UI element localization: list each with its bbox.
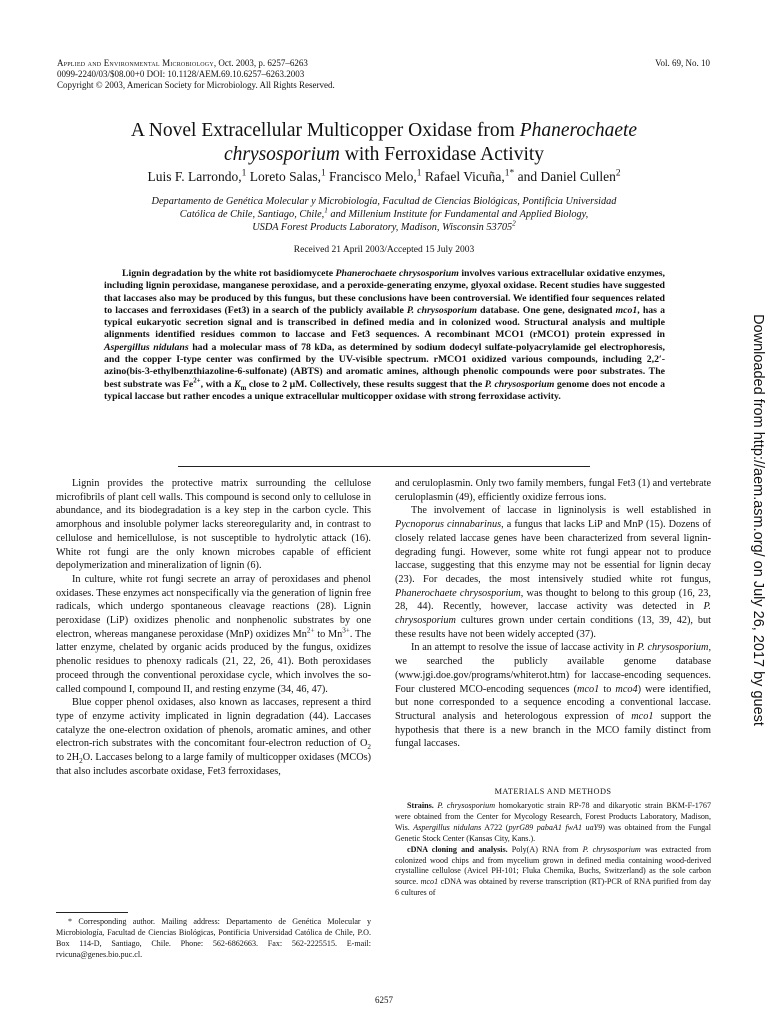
author: Loreto Salas, xyxy=(246,169,321,184)
affiliations: Departamento de Genética Molecular y Microbiología, Facultad de Ciencias Biológicas, Pontificia Universidad Católica de Chile, Santiago, Chile,$^1$ and Millenium Institute for Fundamental and Applied Biology, USDA Forest Products Laboratory, Madison, Wisconsin 53705$^2$ xyxy=(151,196,617,233)
received-dates: Received 21 April 2003/Accepted 15 July 2003 xyxy=(293,245,475,255)
paragraph: Blue copper phenol oxidases, also known as laccases, represent a third type of enzyme activity implicated in lignin degradation (44). Laccases catalyze the one-electron oxidation of phenols, aromatic amines, and other electron-rich substrates with the concomitant four-electron reduction of $O_2$ to $2H_2O$. Laccases belong to a large family of multicopper oxidases (MCOs) that also includes ascorbate oxidase, Fet3 ferroxidases, xyxy=(56,697,372,777)
author: and Daniel Cullen xyxy=(514,169,616,184)
abstract-divider xyxy=(178,466,590,467)
methods-text xyxy=(395,801,711,899)
author: Rafael Vicuña, xyxy=(421,169,505,184)
volume-number: Vol. 69, No. 10 xyxy=(655,58,710,68)
footnote-rule xyxy=(56,912,128,913)
author: Francisco Melo, xyxy=(325,169,417,184)
page-number: 6257 xyxy=(375,995,393,1005)
author: Luis F. Larrondo, xyxy=(147,169,242,184)
running-header xyxy=(57,58,577,91)
body-right-column xyxy=(395,477,711,751)
corresponding-author-footnote: * Corresponding author. Mailing address: Departamento de Genética Molecular y Microbiología, Facultad de Ciencias Biológicas, Pontificia Universidad Católica de Chile, P.O. Box 114-D, Santiago, Chile. Phone: 562-6862663. Fax: 562-2225515. E-mail: rvicuna@genes.bio.puc.cl. xyxy=(56,917,371,959)
issn-doi: 0099-2240/03/$08.00+0 DOI: 10.1128/AEM.69.10.6257–6263.2003 xyxy=(57,69,305,79)
author-list: Luis F. Larrondo,$^1$ Loreto Salas,$^1$ Francisco Melo,$^1$ Rafael Vicuña,$^{1*}$ and Daniel Cullen$^2$ xyxy=(147,168,621,184)
paragraph: Lignin provides the protective matrix surrounding the cellulose microfibrils of plant cell walls. This compound is second only to cellulose in abundance, and its biodegradation is a key step in the carbon cycle. This amorphous and insoluble polymer lacks stereoregularity and, in contrast to cellulose and hemicellulose, is not susceptible to hydrolytic attack (16). White rot fungi are the only known microbes capable of efficient depolymerization and mineralization of lignin (6). xyxy=(56,478,371,572)
article-title: A Novel Extracellular Multicopper Oxidase from Phanerochaete chrysosporium with Ferroxidase Activity xyxy=(130,120,638,165)
paragraph: and ceruloplasmin. Only two family members, fungal Fet3 (1) and vertebrate ceruloplasmin (49), efficiently oxidize ferrous ions. xyxy=(395,478,711,503)
paragraph: In an attempt to resolve the issue of laccase activity in P. chrysosporium, we searched the publicly available genome database (www.jgi.doe.gov/programs/whiterot.htm) for laccase-encoding sequences. Four clustered MCO-encoding sequences (mco1 to mco4) were identified, but none corresponded to a sequence encoding a conventional laccase. Structural analysis and heterologous expression of mco1 support the hypothesis that there is a new branch in the MCO family distinct from fungal laccases. xyxy=(395,642,711,750)
journal-citation: Applied and Environmental Microbiology, Oct. 2003, p. 6257–6263 xyxy=(57,58,308,68)
section-heading: MATERIALS AND METHODS xyxy=(494,787,612,796)
paragraph: The involvement of laccase in ligninolysis is well established in Pycnoporus cinnabarinus, a fungus that lacks LiP and MnP (15). Dozens of closely related laccase genes have been characterized from several lignin-degrading fungi. However, some white rot fungi appear not to produce laccase, suggesting that this enzyme may not be essential for lignin decay (23). For decades, the most intensively studied white rot fungus, Phanerochaete chrysosporium, was thought to belong to this group (16, 23, 28, 44). Recently, however, laccase activity was detected in P. chrysosporium cultures grown under certain conditions (13, 39, 42), but these results have not been widely accepted (37). xyxy=(395,505,712,640)
paragraph: In culture, white rot fungi secrete an array of peroxidases and phenol oxidases. These enzymes act nonspecifically via the generation of lignin free radicals, which undergo spontaneous cleavage reactions (28). Lignin peroxidase (LiP) oxidizes phenolic and nonphenolic substrates by one electron, whereas manganese peroxidase (MnP) oxidizes $Mn^{2+}$ to $Mn^{3+}$. The latter enzyme, chelated by organic acids produced by the fungus, oxidizes phenolic residues to phenoxy radicals (21, 22, 26, 41). Both peroxidases proceed through the conventional peroxidase cycle, which involves the so-called compound I, compound II, and resting enzyme (34, 46, 47). xyxy=(56,573,371,695)
body-left-column xyxy=(56,477,371,778)
paragraph: cDNA cloning and analysis. Poly(A) RNA from P. chrysosporium was extracted from colonized wood chips and from mycelium grown in defined media containing wood-derived crystalline cellulose (Avicel PH-101; Fluka Chemika, Buchs, Switzerland) as the sole carbon source. mco1 cDNA was obtained by reverse transcription (RT)-PCR of RNA purified from day 6 cultures of xyxy=(395,844,712,898)
paragraph: Strains. P. chrysosporium homokaryotic strain RP-78 and dikaryotic strain BKM-F-1767 were obtained from the Center for Mycology Research, Forest Products Laboratory, Madison, Wis. Aspergillus nidulans A722 (pyrG89 pabaA1 fwA1 uaY9) was obtained from the Fungal Genetic Stock Center (Kansas City, Kans.). xyxy=(395,801,712,843)
abstract: Lignin degradation by the white rot basidiomycete Phanerochaete chrysosporium involves various extracellular oxidative enzymes, including lignin peroxidase, manganese peroxidase, and a peroxide-generating enzyme, glyoxal oxidase. Recent studies have suggested that laccases also may be produced by this fungus, but these conclusions have been controversial. We identified four sequences related to laccases and ferroxidases (Fet3) in a search of the publicly available P. chrysosporium database. One gene, designated mco1, has a typical eukaryotic secretion signal and is transcribed in defined media and in colonized wood. Structural analysis and multiple alignments identified residues common to laccase and Fet3 sequences. A recombinant MCO1 (rMCO1) protein expressed in Aspergillus nidulans had a molecular mass of 78 kDa, as determined by sodium dodecyl sulfate-polyacrylamide gel electrophoresis, and the copper I-type center was confirmed by the UV-visible spectrum. rMCO1 oxidized various compounds, including 2,2′-azino(bis-3-ethylbenzthiazoline-6-sulfonate) (ABTS) and aromatic amines, although phenolic compounds were poor substrates. The best substrate was $Fe^{2+}$, with a $K_m$ close to 2 μM. Collectively, these results suggest that the P. chrysosporium genome does not encode a typical laccase but rather encodes a unique extracellular multicopper oxidase with strong ferroxidase activity. xyxy=(104,268,665,402)
copyright-line: Copyright © 2003, American Society for Microbiology. All Rights Reserved. xyxy=(57,80,335,90)
